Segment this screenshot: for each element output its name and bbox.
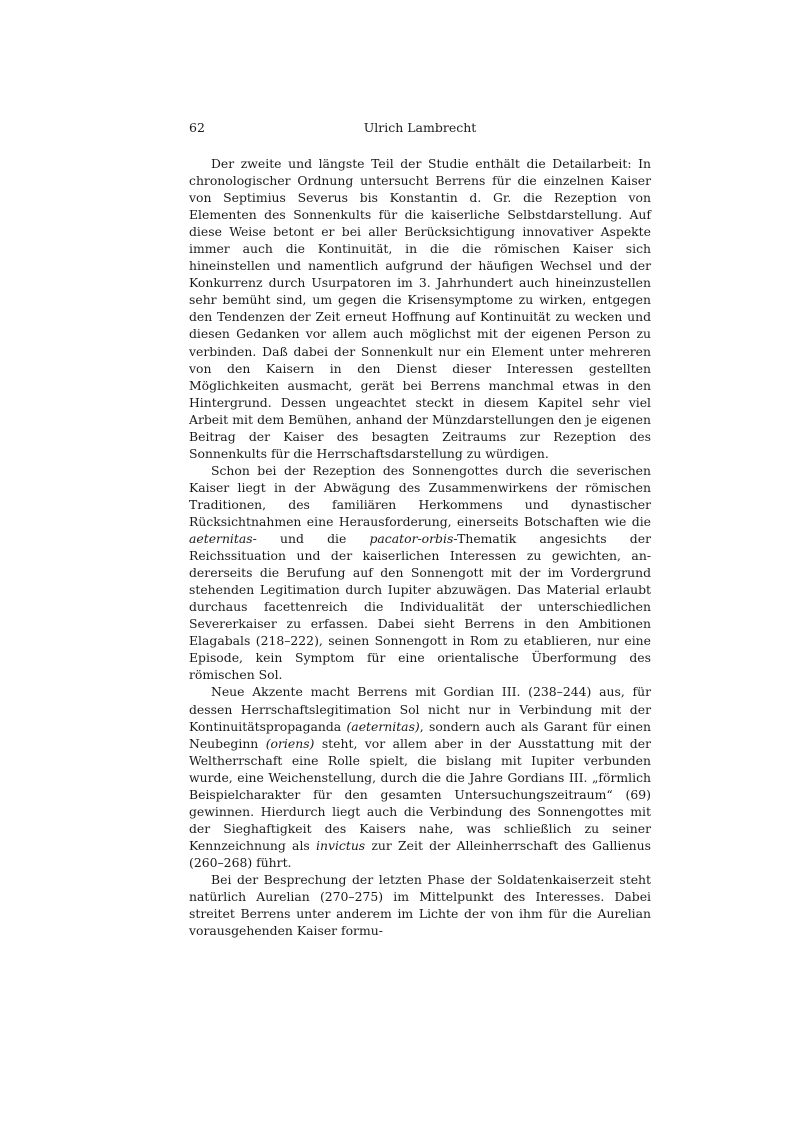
text-run: steht, vor allem aber in der Ausstattung mit der Weltherrschaft eine Rolle spielt, die bislang mit Iupiter verbunden wurde, eine Weichenstellung, durch die die Jahre Gordians III. „förmlich Beispielcharakter für den gesamten Untersuchungszeitraum“ (69) gewinnen. Hierdurch liegt auch die Verbindung des Sonnengottes mit der Sieghaftigkeit des Kaisers nahe, was schließlich zu seiner Kennzeichnung als <box>189 735 651 853</box>
running-head <box>189 117 651 139</box>
text-run: -Thematik angesichts der Reichssituation und der kaiserlichen Interessen zu gewichten, andererseits die Berufung auf den Sonnengott mit der im Vordergrund stehenden Legitimation durch Iupiter abzuwägen. Das Material erlaubt durchaus facettenreich die Individualität der unterschiedlichen Severerkaiser zu erfassen. Dabei sieht Berrens in den Ambitionen Elagabals (218–222), seinen Sonnengott in Rom zu etablieren, nur eine Episode, kein Symptom für eine orientalische Überformung des römischen Sol. <box>189 531 651 683</box>
body-text <box>189 155 651 939</box>
text-run: - und die <box>252 531 370 547</box>
running-head-author: Ulrich Lambrecht <box>363 120 477 135</box>
body-paragraph <box>189 871 651 939</box>
text-run: , sondern auch als Garant für einen Neubeginn <box>189 718 651 751</box>
document-page <box>189 117 651 939</box>
body-paragraph <box>189 462 651 684</box>
text-run: Der zweite und längste Teil der Studie enthält die Detailarbeit: In chronologischer Ordnung untersucht Berrens für die einzelnen Kaiser von Septimius Severus bis Konstantin d. Gr. die Rezeption von Elementen des Sonnenkults für die kaiserliche Selbstdarstellung. Auf diese Weise betont er bei aller Berücksichtigung innovativer Aspekte immer auch die Kontinuität, in die die römischen Kaiser sich hineinstellen und namentlich aufgrund der häufigen Wechsel und der Konkurrenz durch Usurpatoren im 3. Jahrhundert auch hineinzustellen sehr bemüht sind, um gegen die Krisensymptome zu wirken, entgegen den Tendenzen der Zeit erneut Hoffnung auf Kontinuität zu wecken und diesen Gedanken vor allem auch möglichst mit der eigenen Person zu verbinden. Daß dabei der Sonnenkult nur ein Element unter mehreren von den Kaisern in den Dienst dieser Interessen gestellten Möglichkeiten ausmacht, gerät bei Berrens manchmal etwas in den Hintergrund. Dessen ungeachtet steckt in diesem Kapitel sehr viel Arbeit mit dem Bemühen, anhand der Münzdarstellungen den je eigenen Beitrag der Kaiser des besagten Zeitraums zur Rezeption des Sonnenkults für die Herrschaftsdarstellung zu würdigen. <box>189 156 651 461</box>
text-run: Schon bei der Rezeption des Sonnengottes durch die severischen Kaiser liegt in der Abwägung des Zusammenwirkens der römischen Traditionen, des familiären Herkommens und dynastischer Rücksichtnahmen eine Herausforderung, einerseits Botschaften wie die <box>189 462 651 529</box>
italic-term: aeternitas <box>189 531 253 547</box>
text-run: zur Zeit der Alleinherrschaft des Gallienus (260–268) führt. <box>189 837 652 870</box>
italic-term: pacator-orbis <box>369 531 454 547</box>
text-run: Bei der Besprechung der letzten Phase der Soldatenkaiserzeit steht natürlich Aurelian (270–275) im Mittelpunkt des Interesses. Dabei streitet Berrens unter anderem im Lichte der von ihm für die Aurelian vorausgehenden Kaiser formu- <box>189 871 651 939</box>
page-number: 62 <box>189 120 205 135</box>
italic-term: invictus <box>316 837 366 853</box>
body-paragraph <box>189 683 651 871</box>
italic-term: (aeternitas) <box>346 718 420 734</box>
body-paragraph <box>189 155 651 462</box>
italic-term: (oriens) <box>265 735 315 751</box>
text-run: Neue Akzente macht Berrens mit Gordian III. (238–244) aus, für dessen Herrschaftslegitimation Sol nicht nur in Verbindung mit der Kontinuitätspropaganda <box>189 684 651 734</box>
